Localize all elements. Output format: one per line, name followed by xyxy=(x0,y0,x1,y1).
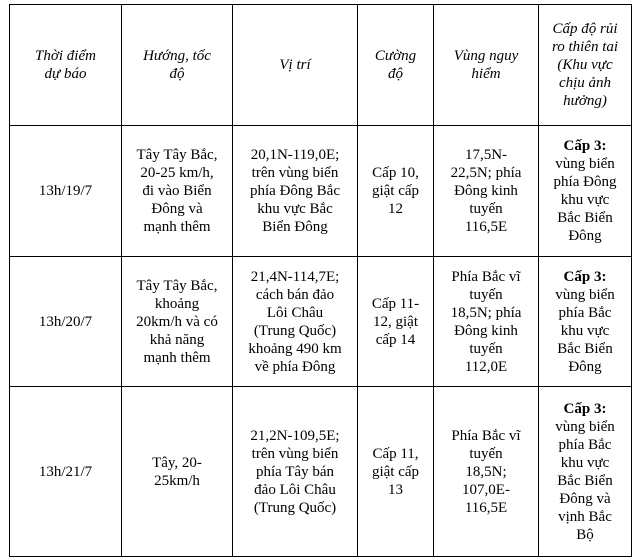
header-position: Vị trí xyxy=(233,5,358,126)
header-intensity: Cường độ xyxy=(358,5,434,126)
risk-level-label: Cấp 3: xyxy=(563,138,607,154)
cell-intensity: Cấp 10, giật cấp 12 xyxy=(358,126,434,257)
table-row xyxy=(10,387,632,557)
risk-area-text: vùng biển phía Đông khu vực Bắc Biển Đông xyxy=(553,156,617,244)
table-row xyxy=(10,126,632,257)
cell-danger-zone: Phía Bắc vĩ tuyến 18,5N; phía Đông kinh tuyến 112,0E xyxy=(434,257,539,387)
cell-forecast-time: 13h/19/7 xyxy=(10,126,122,257)
cell-direction-speed: Tây, 20- 25km/h xyxy=(122,387,233,557)
risk-level-label: Cấp 3: xyxy=(563,268,607,285)
cell-position: 21,4N-114,7E; cách bán đảo Lôi Châu (Trung Quốc) khoảng 490 km về phía Đông xyxy=(233,257,358,387)
table-row xyxy=(10,257,632,387)
cell-position: 20,1N-119,0E; trên vùng biển phía Đông Bắc khu vực Bắc Biển Đông xyxy=(233,126,358,257)
cell-risk xyxy=(539,387,632,557)
cell-forecast-time: 13h/21/7 xyxy=(10,387,122,557)
forecast-table xyxy=(9,4,632,557)
cell-intensity: Cấp 11, giật cấp 13 xyxy=(358,387,434,557)
cell-position: 21,2N-109,5E; trên vùng biển phía Tây bán đảo Lôi Châu (Trung Quốc) xyxy=(233,387,358,557)
header-forecast-time: Thời điểm dự báo xyxy=(10,5,122,126)
cell-forecast-time: 13h/20/7 xyxy=(10,257,122,387)
cell-danger-zone: Phía Bắc vĩ tuyến 18,5N; 107,0E- 116,5E xyxy=(434,387,539,557)
risk-area-text: vùng biển phía Bắc khu vực Bắc Biển Đông và vịnh Bắc Bộ xyxy=(555,418,615,543)
risk-level-label: Cấp 3: xyxy=(563,400,607,417)
header-risk-level: Cấp độ rủi ro thiên tai (Khu vực chịu ảnh hưởng) xyxy=(539,5,632,126)
header-direction-speed: Hướng, tốc độ xyxy=(122,5,233,126)
cell-risk xyxy=(539,257,632,387)
cell-direction-speed: Tây Tây Bắc, 20-25 km/h, đi vào Biển Đông và mạnh thêm xyxy=(122,126,233,257)
cell-risk xyxy=(539,126,632,257)
cell-intensity: Cấp 11- 12, giật cấp 14 xyxy=(358,257,434,387)
risk-area-text: vùng biển phía Bắc khu vực Bắc Biển Đông xyxy=(555,286,615,375)
cell-danger-zone: 17,5N- 22,5N; phía Đông kinh tuyến 116,5E xyxy=(434,126,539,257)
table-header-row xyxy=(10,5,632,126)
cell-direction-speed: Tây Tây Bắc, khoảng 20km/h và có khả năng mạnh thêm xyxy=(122,257,233,387)
header-danger-zone: Vùng nguy hiểm xyxy=(434,5,539,126)
